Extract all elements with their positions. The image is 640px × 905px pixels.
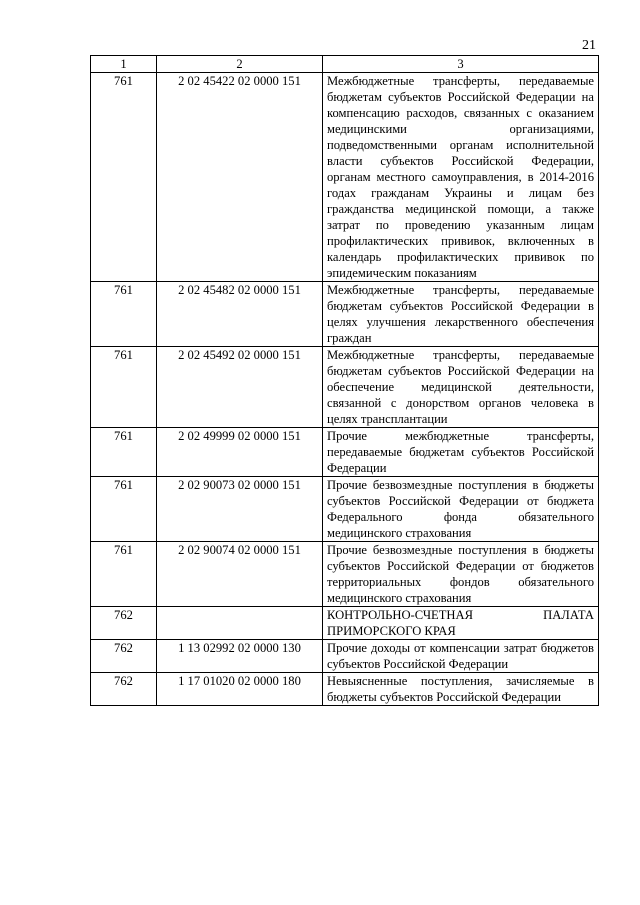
revenue-code-cell bbox=[157, 607, 323, 640]
column-header-admin: 1 bbox=[91, 56, 157, 73]
description-cell: Межбюджетные трансферты, передаваемые бюджетам субъектов Российской Федерации в целях улучшения лекарственного обеспечения граждан bbox=[323, 282, 599, 347]
table-row bbox=[91, 607, 599, 640]
description-cell: Прочие доходы от компенсации затрат бюджетов субъектов Российской Федерации bbox=[323, 640, 599, 673]
table-header-row bbox=[91, 56, 599, 73]
revenue-codes-table bbox=[90, 55, 599, 706]
table-row bbox=[91, 428, 599, 477]
description-cell: Прочие безвозмездные поступления в бюджеты субъектов Российской Федерации от бюджетов территориальных фондов обязательного медицинского страхования bbox=[323, 542, 599, 607]
revenue-code-cell: 2 02 90073 02 0000 151 bbox=[157, 477, 323, 542]
description-cell: Прочие безвозмездные поступления в бюджеты субъектов Российской Федерации от бюджета Федерального фонда обязательного медицинского страхования bbox=[323, 477, 599, 542]
revenue-code-cell: 2 02 45482 02 0000 151 bbox=[157, 282, 323, 347]
table-row bbox=[91, 640, 599, 673]
column-header-description: 3 bbox=[323, 56, 599, 73]
admin-code-cell: 761 bbox=[91, 73, 157, 282]
revenue-code-cell: 2 02 49999 02 0000 151 bbox=[157, 428, 323, 477]
revenue-code-cell: 1 13 02992 02 0000 130 bbox=[157, 640, 323, 673]
table-row bbox=[91, 73, 599, 282]
admin-code-cell: 762 bbox=[91, 607, 157, 640]
description-cell: Межбюджетные трансферты, передаваемые бюджетам субъектов Российской Федерации на обеспечение медицинской деятельности, связанной с донорством органов человека в целях трансплантации bbox=[323, 347, 599, 428]
table-row bbox=[91, 673, 599, 706]
table-row bbox=[91, 542, 599, 607]
description-cell: Межбюджетные трансферты, передаваемые бюджетам субъектов Российской Федерации на компенсацию расходов, связанных с оказанием медицинскими организациями, подведомственными органам исполнительной власти субъектов Российской Федерации, органам местного самоуправления, в 2014-2016 годах гражданам Украины и лицам без гражданства медицинской помощи, а также затрат по проведению указанным лицам профилактических прививок, включенных в календарь профилактических прививок по эпидемическим показаниям bbox=[323, 73, 599, 282]
admin-code-cell: 762 bbox=[91, 640, 157, 673]
column-header-code: 2 bbox=[157, 56, 323, 73]
admin-code-cell: 761 bbox=[91, 347, 157, 428]
page-number: 21 bbox=[582, 38, 596, 53]
table-row bbox=[91, 347, 599, 428]
admin-code-cell: 761 bbox=[91, 428, 157, 477]
admin-code-cell: 761 bbox=[91, 542, 157, 607]
description-cell: Невыясненные поступления, зачисляемые в бюджеты субъектов Российской Федерации bbox=[323, 673, 599, 706]
admin-code-cell: 761 bbox=[91, 477, 157, 542]
table-row bbox=[91, 282, 599, 347]
table-row bbox=[91, 477, 599, 542]
revenue-code-cell: 2 02 45422 02 0000 151 bbox=[157, 73, 323, 282]
revenue-code-cell: 1 17 01020 02 0000 180 bbox=[157, 673, 323, 706]
revenue-code-cell: 2 02 45492 02 0000 151 bbox=[157, 347, 323, 428]
admin-code-cell: 761 bbox=[91, 282, 157, 347]
description-cell: Прочие межбюджетные трансферты, передаваемые бюджетам субъектов Российской Федерации bbox=[323, 428, 599, 477]
description-cell: КОНТРОЛЬНО-СЧЕТНАЯ ПАЛАТА ПРИМОРСКОГО КРАЯ bbox=[323, 607, 599, 640]
revenue-code-cell: 2 02 90074 02 0000 151 bbox=[157, 542, 323, 607]
admin-code-cell: 762 bbox=[91, 673, 157, 706]
